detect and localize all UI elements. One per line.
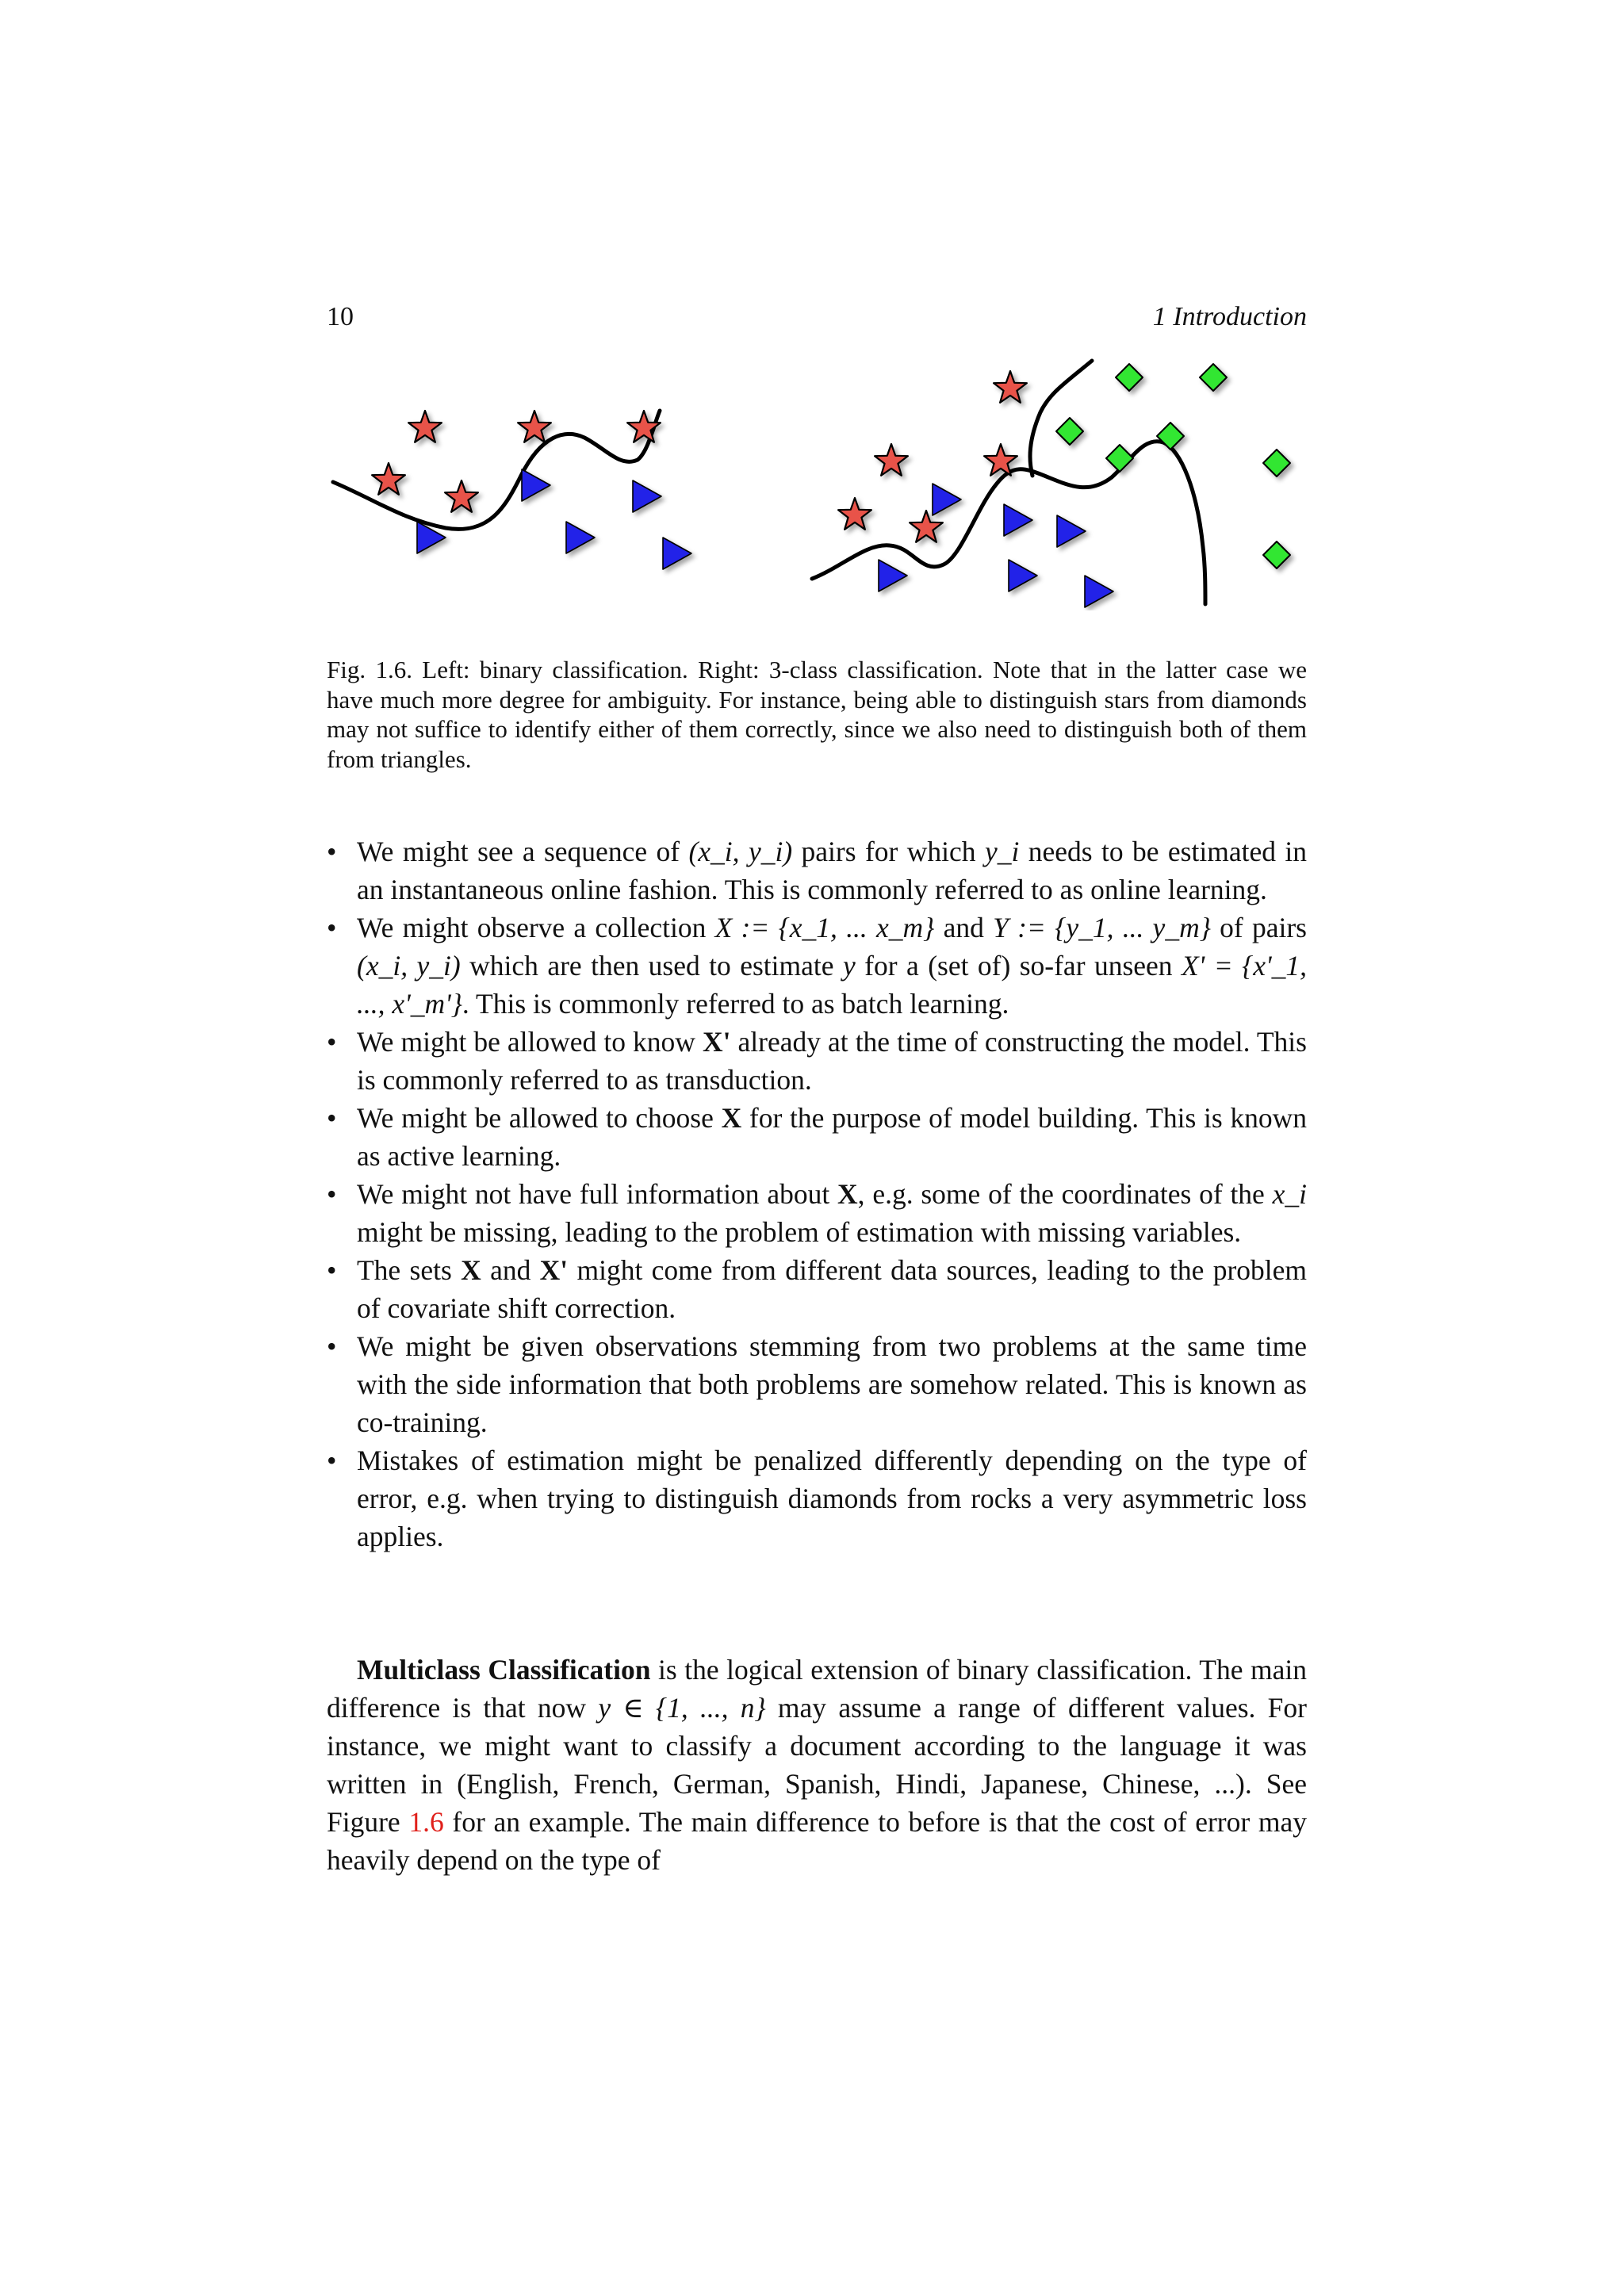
star-marker [994, 371, 1027, 403]
diamond-marker [1263, 450, 1290, 476]
diamonds-right [1056, 364, 1290, 568]
star-marker [518, 411, 551, 442]
list-item: • We might observe a collection X := {x_1, ... x_m} and Y := {y_1, ... y_m} of pairs (x_i, y_i) which are then used to estimate y for a (set of) so-far unseen X' = {x'_1, ..., x'_m'}. This is commonly referred to as batch learning. [327, 909, 1307, 1023]
star-marker [445, 480, 478, 512]
figure-caption: Fig. 1.6. Left: binary classification. Right: 3-class classification. Note that in the latter case we have much more degree for ambiguity. For instance, being able to distinguish stars from diamonds may not suffice to identify either of them correctly, since we also need to distinguish both of them from triangles. [327, 656, 1307, 773]
list-item: • Mistakes of estimation might be penalized differently depending on the type of error, e.g. when trying to distinguish diamonds from rocks a very asymmetric loss applies. [327, 1441, 1307, 1556]
list-item: • The sets X and X' might come from different data sources, leading to the problem of covariate shift correction. [327, 1251, 1307, 1327]
star-marker [372, 463, 405, 495]
triangle-marker [1009, 560, 1037, 591]
triangle-marker [663, 538, 691, 569]
star-marker [838, 498, 871, 530]
star-marker [910, 511, 943, 542]
list-item: • We might not have full information about X, e.g. some of the coordinates of the x_i might be missing, leading to the problem of estimation with missing variables. [327, 1175, 1307, 1251]
star-marker [875, 444, 908, 476]
bullet-dot: • [327, 1254, 337, 1286]
star-marker [408, 411, 442, 442]
list-item: • We might be allowed to know X' already at the time of constructing the model. This is commonly referred to as transduction. [327, 1023, 1307, 1099]
triangle-marker [1057, 515, 1086, 547]
diamond-marker [1106, 445, 1133, 472]
triangle-marker [522, 469, 550, 501]
triangle-marker [1004, 504, 1032, 536]
list-item: • We might be given observations stemming from two problems at the same time with the side information that both problems are somehow related. This is known as co-training. [327, 1327, 1307, 1441]
bullet-dot: • [327, 1445, 337, 1476]
term-multiclass: Multiclass Classification [357, 1654, 651, 1686]
chapter-title: 1 Introduction [1152, 302, 1307, 331]
bullet-dot: • [327, 1178, 337, 1210]
decision-boundary-right-upper [1030, 361, 1092, 476]
diamond-marker [1200, 364, 1227, 391]
figure-ref-link[interactable]: 1.6 [408, 1806, 444, 1838]
triangles-left [417, 469, 691, 569]
diamond-marker [1263, 541, 1290, 568]
bullet-list [327, 832, 1307, 1556]
diamond-marker [1056, 418, 1083, 445]
triangle-marker [879, 560, 907, 591]
right-panel-3class [812, 361, 1290, 607]
star-marker [627, 411, 661, 442]
diamond-marker [1157, 423, 1184, 450]
bullet-dot: • [327, 912, 337, 943]
stars-left [372, 411, 661, 512]
bullet-dot: • [327, 1026, 337, 1058]
triangles-right [879, 484, 1113, 607]
diamond-marker [1116, 364, 1143, 391]
list-item: • We might be allowed to choose X for the purpose of model building. This is known as active learning. [327, 1099, 1307, 1175]
figure-classification [327, 349, 1307, 610]
list-item: • We might see a sequence of (x_i, y_i) pairs for which y_i needs to be estimated in an instantaneous online fashion. This is commonly referred to as online learning. [327, 832, 1307, 909]
stars-right [838, 371, 1027, 542]
decision-boundary-left [333, 411, 660, 529]
bullet-dot: • [327, 1102, 337, 1134]
left-panel-binary [333, 411, 691, 569]
page-number: 10 [327, 302, 354, 331]
body-paragraph: Multiclass Classification is the logical extension of binary classification. The main difference is that now y ∈ {1, ..., n} may assume a range of different values. For instance, we might want to classify a document according to the language it was written in (English, French, German, Spanish, Hindi, Japanese, Chinese, ...). See Figure 1.6 for an example. The main difference to before is that the cost of error may heavily depend on the type of [327, 1654, 1307, 1876]
bullet-dot: • [327, 1330, 337, 1362]
triangle-marker [633, 480, 661, 512]
triangle-marker [566, 522, 595, 553]
triangle-marker [933, 484, 961, 515]
triangle-marker [1085, 576, 1113, 607]
bullet-dot: • [327, 836, 337, 867]
